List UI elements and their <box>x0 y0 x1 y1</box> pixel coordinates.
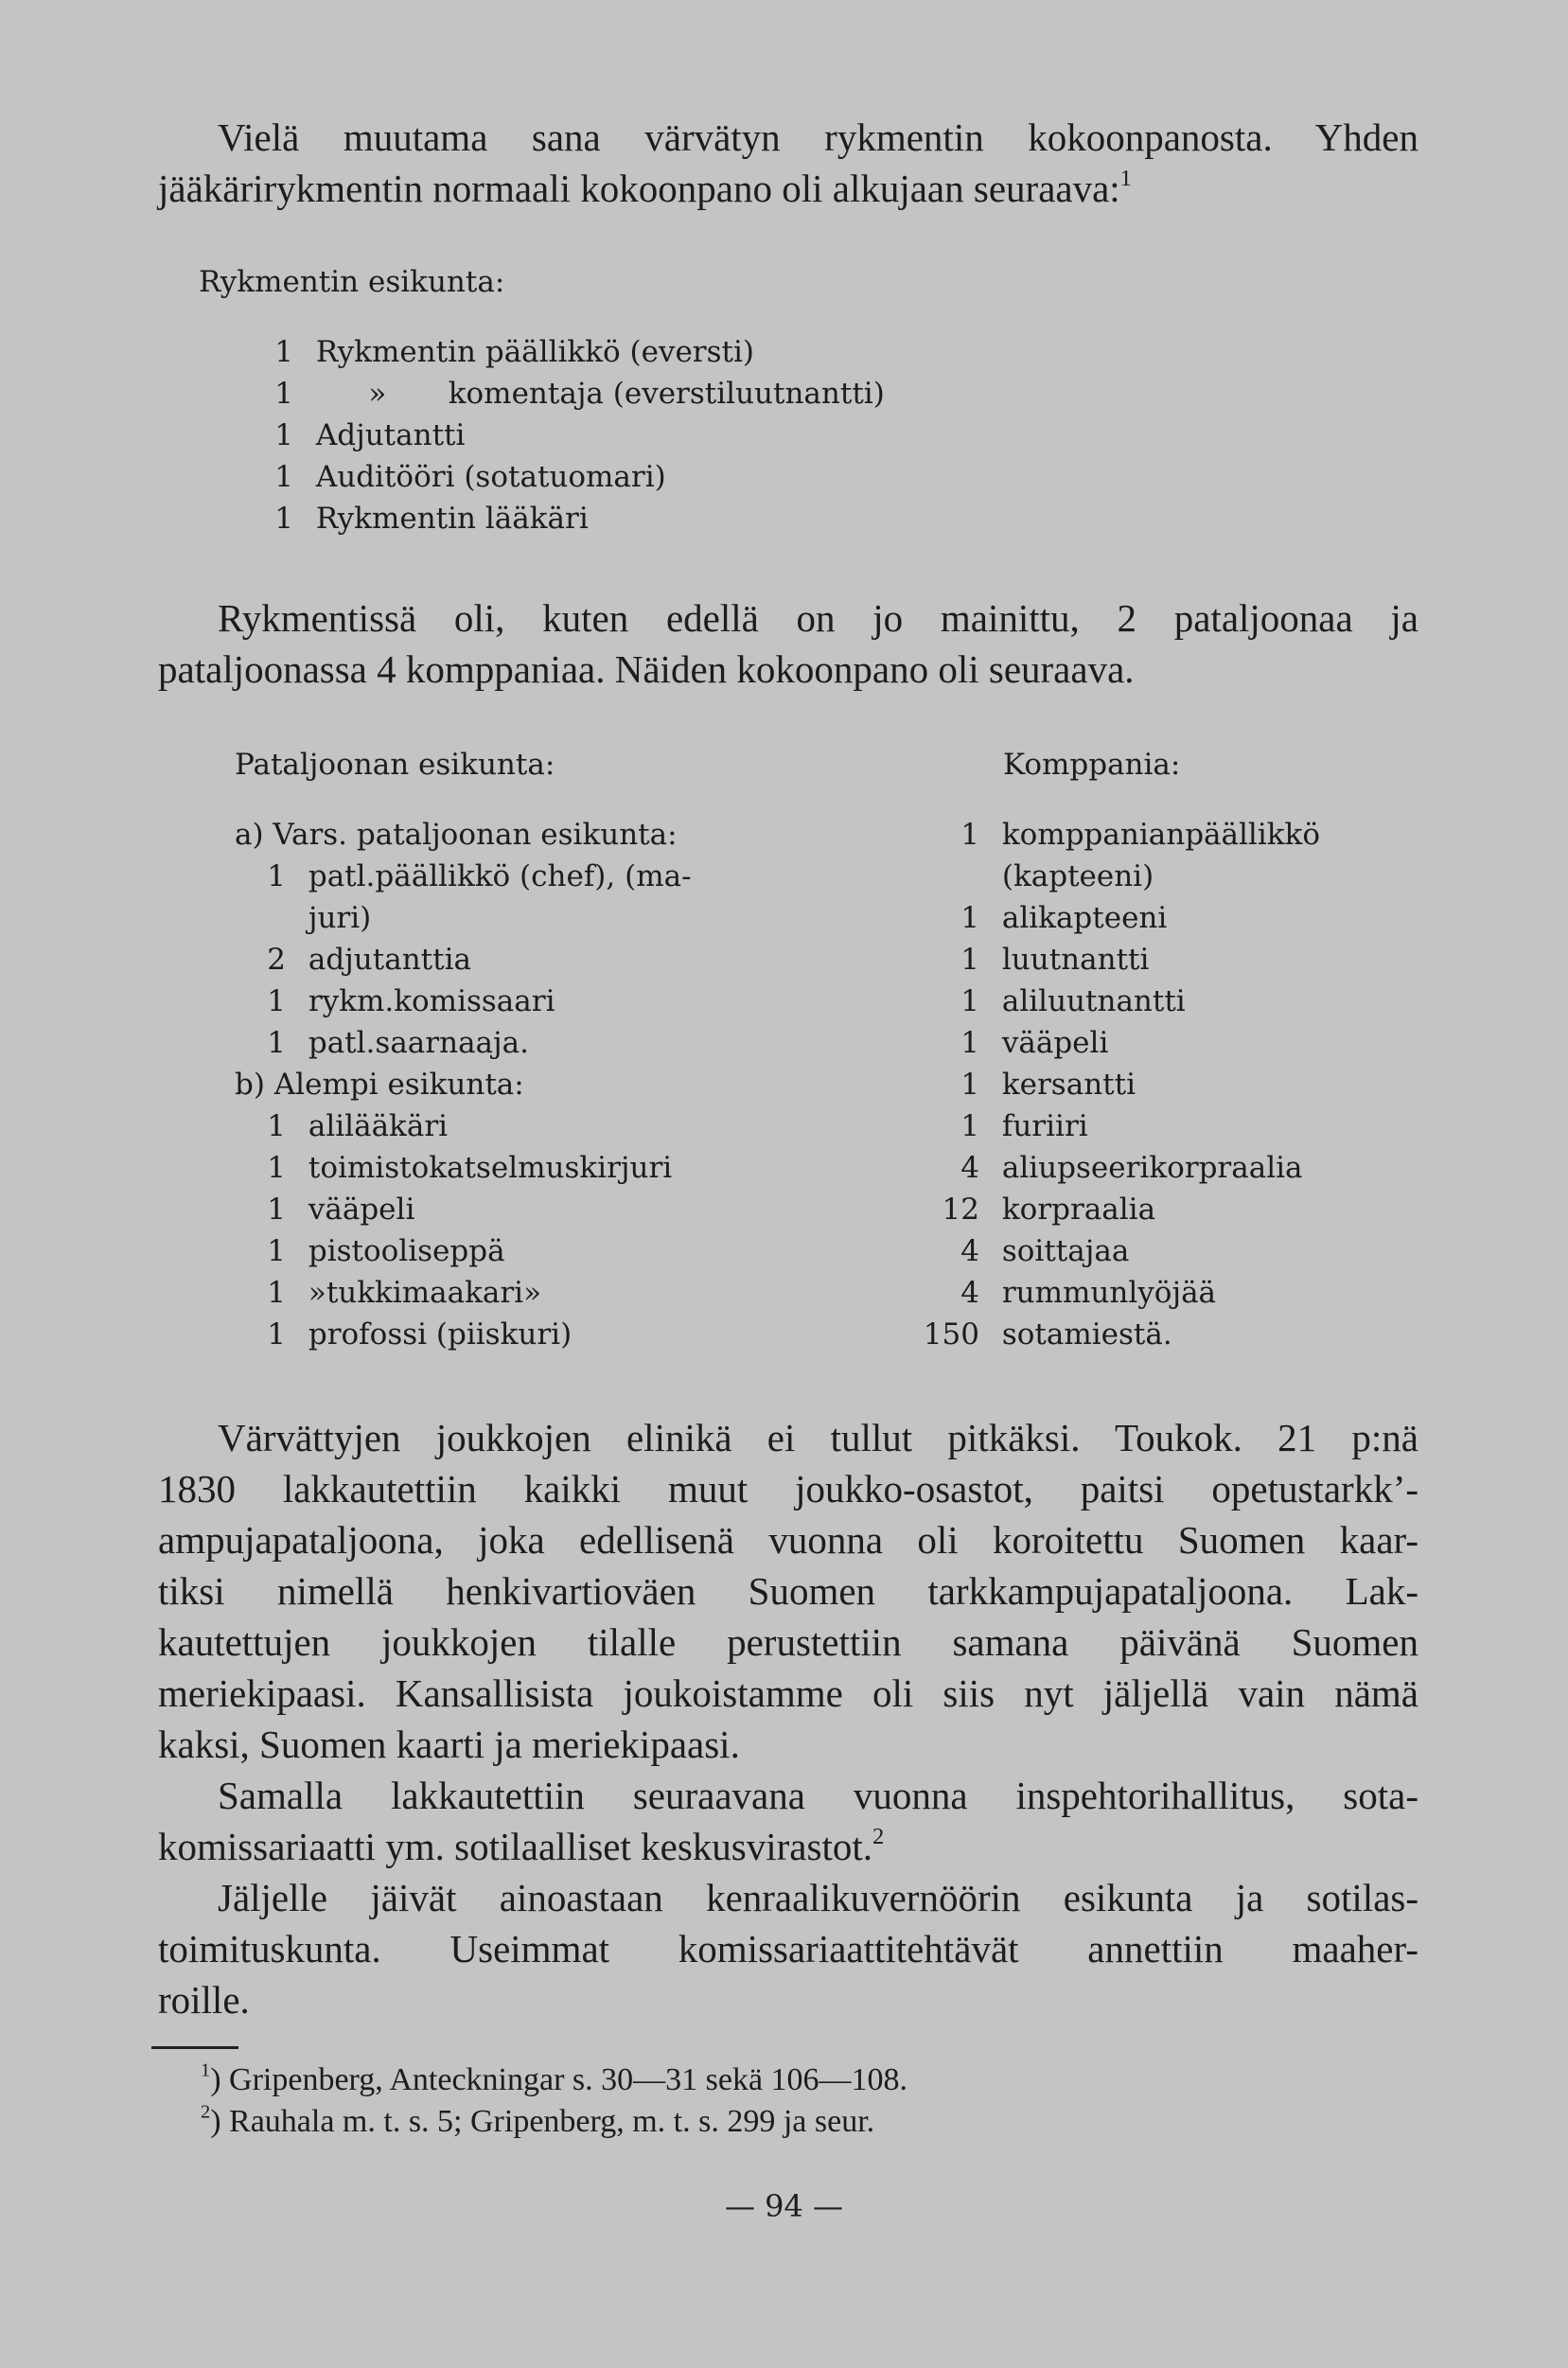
battalion-staff-item <box>267 1314 572 1355</box>
regiment-staff-item <box>274 373 885 415</box>
intro-line-1: Vielä muutama sana värvätyn rykmentin kokoonpanosta. Yhden <box>218 115 1418 159</box>
item-text: Adjutantti <box>315 418 466 452</box>
battalion-staff-item <box>267 897 371 939</box>
item-count: 1 <box>267 1026 286 1060</box>
para5-line: toimituskunta. Useimmat komissariaattitehtävät annettiin maaher- <box>158 1927 1418 1970</box>
item-text: vääpeli <box>308 1193 415 1227</box>
footnote-marker: 2 <box>201 2101 211 2123</box>
footnote-text: Gripenberg, Anteckningar s. 30—31 sekä 106—108. <box>229 2062 908 2097</box>
company-item <box>923 1230 1129 1272</box>
item-text: korpraalia <box>1001 1193 1156 1227</box>
battalion-section-b-label: b) Alempi esikunta: <box>235 1068 524 1102</box>
item-text: adjutanttia <box>308 943 471 977</box>
regiment-staff-item <box>274 498 589 539</box>
item-count: 1 <box>960 984 979 1018</box>
battalion-staff-item <box>267 1022 529 1064</box>
company-item <box>923 814 1320 856</box>
para4-line-1: Samalla lakkautettiin seuraavana vuonna inspehtorihallitus, sota- <box>218 1774 1418 1817</box>
item-text: sotamiestä. <box>1001 1317 1172 1352</box>
item-text: aliluutnantti <box>1001 984 1186 1018</box>
item-count: 1 <box>960 1068 979 1102</box>
item-count: 1 <box>267 1276 286 1310</box>
footnote-1 <box>201 2059 907 2101</box>
item-count: 1 <box>267 1193 286 1227</box>
item-count: 4 <box>960 1276 979 1310</box>
regiment-staff-item <box>274 456 666 498</box>
battalion-staff-item <box>267 939 471 981</box>
item-text: vääpeli <box>1001 1026 1109 1060</box>
item-count: 1 <box>267 859 286 893</box>
item-text: Rykmentin lääkäri <box>315 502 589 536</box>
item-text: (kapteeni) <box>1001 859 1154 893</box>
battalion-section-a-label: a) Vars. pataljoonan esikunta: <box>235 818 678 852</box>
footnote-paren: ) <box>210 2062 230 2097</box>
item-count: 1 <box>267 984 286 1018</box>
company-item <box>923 1105 1088 1147</box>
regiment-staff-item <box>274 331 754 373</box>
item-text: furiiri <box>1001 1109 1088 1143</box>
company-item <box>923 1064 1136 1105</box>
item-count: 4 <box>960 1151 979 1185</box>
intro-line-2-text: jääkärirykmentin normaali kokoonpano oli alkujaan seuraava: <box>158 167 1120 210</box>
item-text: rummunlyöjää <box>1001 1276 1217 1310</box>
item-text: »tukkimaakari» <box>308 1276 542 1310</box>
item-count: 2 <box>267 943 286 977</box>
para2-line-1: Rykmentissä oli, kuten edellä on jo mainittu, 2 pataljoonaa ja <box>218 596 1418 640</box>
item-count: 1 <box>274 335 293 369</box>
para3-line: kautettujen joukkojen tilalle perustettiin samana päivänä Suomen <box>158 1620 1418 1664</box>
item-count: 1 <box>960 943 979 977</box>
item-text: pistooliseppä <box>308 1234 505 1268</box>
para4-line-2-text: komissariaatti ym. sotilaalliset keskusvirastot. <box>158 1825 872 1868</box>
company-item <box>923 1314 1172 1355</box>
item-count: 1 <box>267 1317 286 1352</box>
battalion-staff-item <box>267 1189 414 1230</box>
item-text: alilääkäri <box>308 1109 449 1143</box>
item-text: toimistokatselmuskirjuri <box>308 1151 673 1185</box>
item-text: Auditööri (sotatuomari) <box>315 460 666 494</box>
item-text: komppanianpäällikkö <box>1001 818 1320 852</box>
battalion-staff-heading: Pataljoonan esikunta: <box>235 748 555 782</box>
company-item <box>923 1022 1108 1064</box>
para3-line: meriekipaasi. Kansallisista joukoistamme oli siis nyt jäljellä vain nämä <box>158 1671 1418 1715</box>
page-number: — 94 — <box>724 2188 844 2224</box>
company-heading: Komppania: <box>1003 748 1181 782</box>
item-count: 1 <box>960 1109 979 1143</box>
item-count: 1 <box>960 1026 979 1060</box>
item-text: profossi (piiskuri) <box>308 1317 573 1352</box>
item-text: kersantti <box>1001 1068 1136 1102</box>
battalion-staff-item <box>267 1105 448 1147</box>
item-count: 4 <box>960 1234 979 1268</box>
item-text: rykm.komissaari <box>308 984 555 1018</box>
para3-line: ampujapataljoona, joka edellisenä vuonna oli koroitettu Suomen kaar- <box>158 1518 1418 1562</box>
item-count: 1 <box>960 818 979 852</box>
footnote-paren: ) <box>210 2104 230 2139</box>
company-item <box>923 981 1186 1022</box>
company-item <box>923 1189 1155 1230</box>
regiment-staff-item <box>274 415 465 456</box>
footnote-marker: 1 <box>201 2059 211 2081</box>
item-count: 1 <box>267 1109 286 1143</box>
footnote-ref-1[interactable]: 1 <box>1119 165 1132 191</box>
para4-line-2 <box>158 1821 1418 1872</box>
company-item <box>923 897 1167 939</box>
item-count: 1 <box>274 377 293 411</box>
item-count: 1 <box>274 418 293 452</box>
para5-line: roille. <box>158 1978 250 2022</box>
para2-line-2: pataljoonassa 4 komppaniaa. Näiden kokoonpano oli seuraava. <box>158 647 1135 691</box>
item-text: soittajaa <box>1001 1234 1130 1268</box>
item-count: 12 <box>942 1193 979 1227</box>
item-count: 1 <box>274 460 293 494</box>
footnote-ref-2[interactable]: 2 <box>872 1823 885 1849</box>
item-count: 1 <box>274 502 293 536</box>
item-text: alikapteeni <box>1001 901 1168 935</box>
company-item <box>923 1147 1303 1189</box>
item-text: patl.saarnaaja. <box>308 1026 529 1060</box>
para5-line: Jäljelle jäivät ainoastaan kenraalikuvernöörin esikunta ja sotilas- <box>218 1876 1418 1919</box>
item-count: 1 <box>960 901 979 935</box>
item-text: aliupseerikorpraalia <box>1001 1151 1303 1185</box>
item-text: komentaja (everstiluutnantti) <box>448 377 885 411</box>
company-item <box>923 1272 1216 1314</box>
item-count: 1 <box>267 1151 286 1185</box>
para3-line: Värvättyjen joukkojen elinikä ei tullut pitkäksi. Toukok. 21 p:nä <box>218 1416 1418 1459</box>
battalion-staff-item <box>267 981 555 1022</box>
company-item <box>923 939 1149 981</box>
battalion-staff-item <box>267 1272 541 1314</box>
para3-line: 1830 lakkautettiin kaikki muut joukko-osastot, paitsi opetustarkk’- <box>158 1467 1418 1511</box>
battalion-staff-item <box>267 1147 672 1189</box>
item-count: 1 <box>267 1234 286 1268</box>
item-text: patl.päällikkö (chef), (ma- <box>308 859 692 893</box>
item-text: luutnantti <box>1001 943 1150 977</box>
footnote-text: Rauhala m. t. s. 5; Gripenberg, m. t. s. 299 ja seur. <box>229 2104 875 2139</box>
footnote-separator <box>151 2046 238 2049</box>
regiment-staff-heading: Rykmentin esikunta: <box>199 265 505 299</box>
intro-line-2 <box>158 163 1418 214</box>
item-text: Rykmentin päällikkö (eversti) <box>315 335 754 369</box>
para3-line: kaksi, Suomen kaarti ja meriekipaasi. <box>158 1723 740 1766</box>
ditto-mark: » <box>368 377 387 411</box>
battalion-staff-item <box>267 1230 505 1272</box>
item-count: 150 <box>923 1317 979 1352</box>
footnote-2 <box>201 2101 874 2143</box>
battalion-staff-item <box>267 856 692 897</box>
para3-line: tiksi nimellä henkivartioväen Suomen tarkkampujapataljoona. Lak- <box>158 1569 1418 1613</box>
item-text: juri) <box>308 901 372 935</box>
company-item <box>923 856 1154 897</box>
